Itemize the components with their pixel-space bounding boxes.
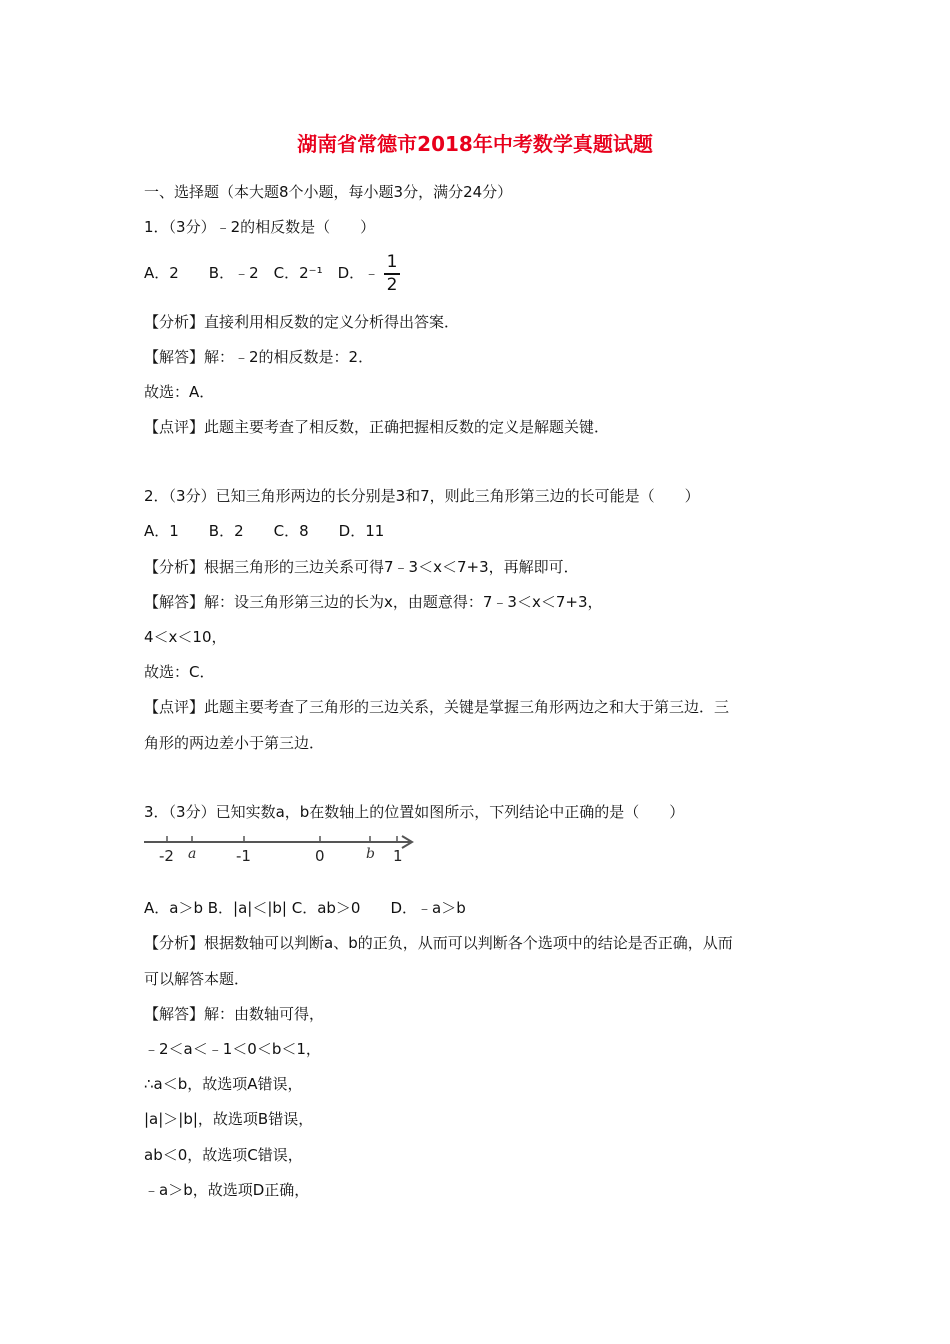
q3-step: ab＜0，故选项C错误， <box>144 1146 303 1164</box>
q2-options: A．1 B．2 C．8 D．11 <box>144 522 385 540</box>
q1-choice: 故选：A． <box>144 383 215 401</box>
q2-comment-line-2: 角形的两边差小于第三边． <box>144 734 325 752</box>
q3-step: ﹣a＞b，故选项D正确， <box>144 1181 310 1199</box>
q3-solution: 【解答】解：由数轴可得， <box>144 1005 325 1023</box>
q1-comment: 【点评】此题主要考查了相反数，正确把握相反数的定义是解题关键． <box>144 418 610 436</box>
label-0: 0 <box>315 847 325 865</box>
label-b: b <box>366 846 375 862</box>
q2-comment: 【点评】此题主要考查了三角形的三边关系，关键是掌握三角形两边之和大于第三边．三 <box>144 698 730 716</box>
q2-solution: 【解答】解：设三角形第三边的长为x，由题意得：7﹣3＜x＜7+3， <box>144 593 603 611</box>
q2-analysis: 【分析】根据三角形的三边关系可得7﹣3＜x＜7+3，再解即可． <box>144 558 579 576</box>
q1-stem: 1．（3分）﹣2的相反数是（ ） <box>144 218 376 236</box>
q3-step: |a|＞|b|，故选项B错误， <box>144 1110 314 1128</box>
q1-option-d-numerator: 1 <box>386 252 398 272</box>
q1-analysis: 【分析】直接利用相反数的定义分析得出答案． <box>144 313 460 331</box>
q2-solution-line-2: 4＜x＜10， <box>144 628 227 646</box>
q3-analysis: 【分析】根据数轴可以判断a、b的正负，从而可以判断各个选项中的结论是否正确，从而 <box>144 934 733 952</box>
label-a: a <box>188 846 197 862</box>
q3-analysis-line-2: 可以解答本题． <box>144 970 250 988</box>
label-1: 1 <box>393 847 403 865</box>
q3-stem: 3．（3分）已知实数a，b在数轴上的位置如图所示，下列结论中正确的是（ ） <box>144 803 685 821</box>
label-neg2: -2 <box>159 847 174 865</box>
q3-number-line <box>140 828 430 872</box>
q3-step: ∴a＜b，故选项A错误， <box>144 1075 303 1093</box>
q2-choice: 故选：C． <box>144 663 215 681</box>
q1-option-d-denominator: 2 <box>386 275 398 295</box>
q3-options: A．a＞b B．|a|＜|b| C．ab＞0 D．﹣a＞b <box>144 899 466 917</box>
page-title: 湖南省常德市2018年中考数学真题试题 <box>297 132 653 156</box>
section-heading: 一、选择题（本大题8个小题，每小题3分，满分24分） <box>144 183 513 201</box>
q1-solution: 【解答】解：﹣2的相反数是：2． <box>144 348 374 366</box>
q2-stem: 2．（3分）已知三角形两边的长分别是3和7，则此三角形第三边的长可能是（ ） <box>144 487 700 505</box>
label-neg1: -1 <box>236 847 251 865</box>
q1-options: A．2 B．﹣2 C．2⁻¹ D．﹣ <box>144 264 380 282</box>
q3-step: ﹣2＜a＜﹣1＜0＜b＜1， <box>144 1040 321 1058</box>
